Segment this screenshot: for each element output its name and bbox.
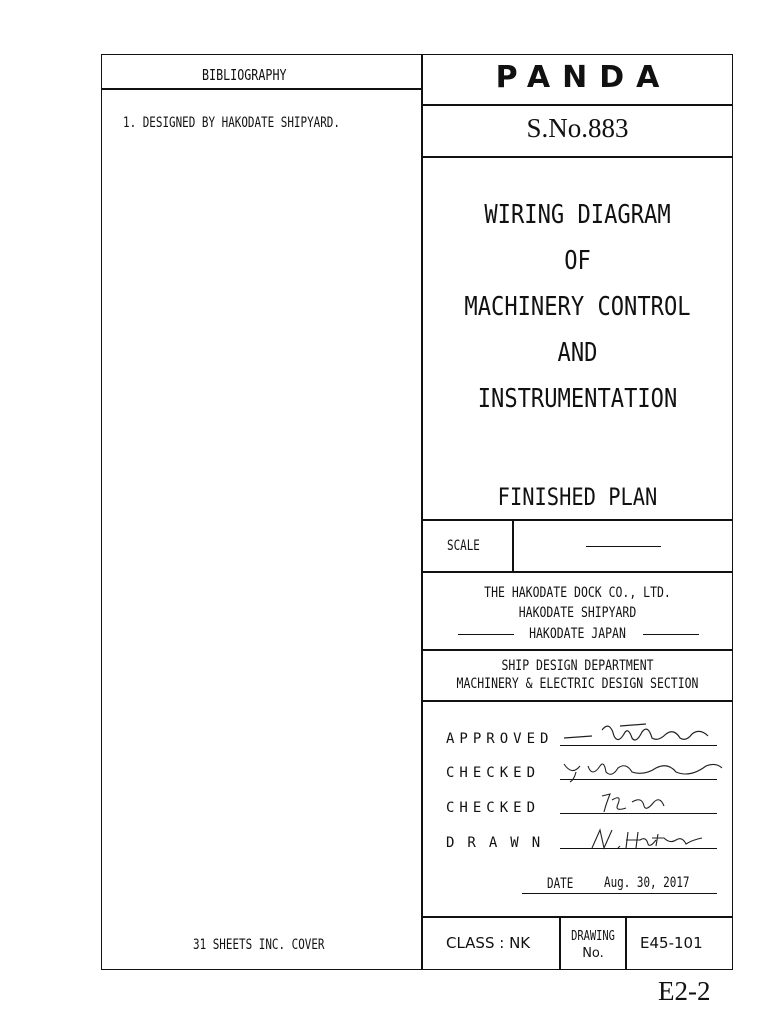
title-line: INSTRUMENTATION: [477, 384, 678, 414]
ship-number-rule: [422, 156, 733, 158]
company-rule: [422, 649, 733, 651]
bibliography-item: 1. DESIGNED BY HAKODATE SHIPYARD.: [123, 115, 340, 131]
title-line: MACHINERY CONTROL: [464, 292, 691, 322]
drawing-title: [422, 200, 733, 430]
department-name: SHIP DESIGN DEPARTMENT: [501, 658, 654, 674]
scale-rule: [422, 571, 733, 573]
checked-label: CHECKED: [446, 765, 541, 781]
company-dash-right: [643, 634, 699, 635]
ship-number: S.No.883: [526, 113, 629, 143]
sheets-count: 31 SHEETS INC. COVER: [193, 937, 325, 953]
column-divider: [421, 54, 423, 970]
department-rule: [422, 700, 733, 702]
drawing-no-divider: [625, 916, 627, 970]
scale-label: SCALE: [447, 538, 480, 554]
company-name: THE HAKODATE DOCK CO., LTD.: [484, 585, 671, 601]
title-rule: [422, 519, 733, 521]
ship-name-rule: [422, 104, 733, 106]
date-underline: [522, 893, 717, 894]
bibliography-header-rule: [101, 88, 422, 90]
approved-signature: [562, 718, 722, 752]
title-line: WIRING DIAGRAM: [484, 200, 671, 230]
department-section: MACHINERY & ELECTRIC DESIGN SECTION: [456, 676, 699, 692]
drawing-no-label: DRAWING: [571, 929, 615, 944]
drawing-number: E45-101: [640, 934, 703, 952]
drawn-signature: [586, 826, 706, 852]
company-shipyard: HAKODATE SHIPYARD: [518, 605, 637, 621]
plan-status: FINISHED PLAN: [497, 483, 658, 511]
class-society: CLASS : NK: [446, 934, 531, 952]
ship-name: PANDA: [495, 60, 672, 95]
checked-signature: [556, 754, 726, 784]
drawn-label: DRAWN: [446, 835, 554, 851]
date-label: DATE: [547, 876, 574, 892]
scale-divider: [512, 519, 514, 571]
bibliography-heading: BIBLIOGRAPHY: [202, 66, 287, 84]
class-divider: [559, 916, 561, 970]
checked-label-2: CHECKED: [446, 800, 541, 816]
scale-value-dash: [586, 546, 661, 547]
title-line: OF: [564, 246, 591, 276]
drawing-no-label-2: No.: [582, 946, 604, 961]
date-rule: [422, 916, 733, 918]
company-location: HAKODATE JAPAN: [529, 626, 626, 642]
title-line: AND: [557, 338, 598, 368]
page-reference: E2-2: [658, 976, 711, 1006]
date-value: Aug. 30, 2017: [604, 875, 690, 891]
checked-signature-2: [598, 790, 678, 816]
approved-label: APPROVED: [446, 731, 554, 747]
